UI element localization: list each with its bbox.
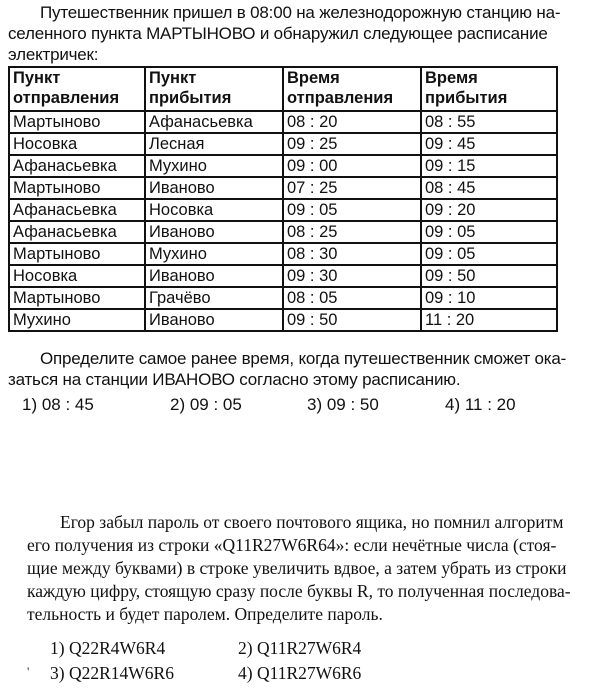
table-cell: Грачёво (145, 287, 283, 309)
table-cell: Мухино (145, 243, 283, 265)
table-cell: Мартыново (9, 243, 145, 265)
table-cell: 09 : 45 (421, 133, 557, 155)
table-cell: 09 : 15 (421, 155, 557, 177)
table-cell: 09 : 20 (421, 199, 557, 221)
table-cell: Афанасьевка (9, 155, 145, 177)
problem1-option-3[interactable]: 3) 09 : 50 (307, 395, 379, 414)
table-cell: 08 : 30 (283, 243, 421, 265)
problem1-intro-line-1: Путешественник пришел в 08:00 на железнодорожную станцию на- (40, 3, 561, 22)
table-cell: Мартыново (9, 177, 145, 199)
table-cell: Афанасьевка (9, 221, 145, 243)
table-cell: Носовка (9, 133, 145, 155)
problem2-text-line-3: щие между буквами) в строке увеличить вдвое, а затем убрать из строки (27, 558, 567, 578)
table-cell: 09 : 00 (283, 155, 421, 177)
table-row (9, 111, 557, 133)
problem2-option-1[interactable]: 1) Q22R4W6R4 (50, 638, 166, 658)
table-cell: 08 : 20 (283, 111, 421, 133)
problem2-option-4[interactable]: 4) Q11R27W6R6 (238, 663, 362, 683)
problem1-intro-line-3: электричек: (8, 45, 99, 64)
problem2-text-line-2: его получения из строки «Q11R27W6R64»: если нечётные числа (стоя- (27, 535, 557, 555)
table-cell: Иваново (145, 265, 283, 287)
table-cell: Мухино (9, 309, 145, 331)
table-row (9, 309, 557, 331)
table-cell: 09 : 25 (283, 133, 421, 155)
problem2-option-3[interactable]: 3) Q22R14W6R6 (50, 663, 174, 683)
table-cell: Афанасьевка (145, 111, 283, 133)
table-row (9, 133, 557, 155)
header-departure-time: Время отправления (283, 67, 421, 111)
table-cell: Носовка (145, 199, 283, 221)
table-cell: Мухино (145, 155, 283, 177)
problem1-option-1[interactable]: 1) 08 : 45 (22, 395, 94, 414)
table-row (9, 155, 557, 177)
table-cell: 09 : 05 (283, 199, 421, 221)
table-cell: 08 : 45 (421, 177, 557, 199)
table-cell: Афанасьевка (9, 199, 145, 221)
header-arrival-time: Время прибытия (421, 67, 557, 111)
table-cell: 08 : 55 (421, 111, 557, 133)
margin-mark: ' (27, 664, 30, 679)
table-row (9, 177, 557, 199)
table-cell: Носовка (9, 265, 145, 287)
table-cell: Лесная (145, 133, 283, 155)
table-cell: 09 : 30 (283, 265, 421, 287)
table-cell: 11 : 20 (421, 309, 557, 331)
table-cell: Иваново (145, 309, 283, 331)
header-departure-point: Пункт отправления (9, 67, 145, 111)
table-cell: 08 : 05 (283, 287, 421, 309)
table-cell: 09 : 05 (421, 243, 557, 265)
problem1-intro-line-2: селенного пункта МАРТЫНОВО и обнаружил следующее расписание (8, 24, 548, 43)
table-cell: 07 : 25 (283, 177, 421, 199)
header-arrival-point: Пункт прибытия (145, 67, 283, 111)
table-cell: Иваново (145, 177, 283, 199)
table-cell: 09 : 05 (421, 221, 557, 243)
table-cell: 09 : 50 (283, 309, 421, 331)
table-cell: 09 : 50 (421, 265, 557, 287)
table-cell: 09 : 10 (421, 287, 557, 309)
problem1-question-line-1: Определите самое ранее время, когда путешественник сможет ока- (40, 349, 567, 368)
table-row (9, 265, 557, 287)
problem2-text-line-4: каждую цифру, стоящую сразу после буквы R, то полученная последова- (27, 581, 571, 601)
table-cell: 08 : 25 (283, 221, 421, 243)
problem1-question-line-2: заться на станции ИВАНОВО согласно этому расписанию. (8, 370, 461, 389)
table-row (9, 287, 557, 309)
problem2-text-line-5: тельность и будет паролем. Определите пароль. (27, 604, 383, 624)
table-row (9, 221, 557, 243)
problem2-text-line-1: Егор забыл пароль от своего почтового ящика, но помнил алгоритм (60, 512, 564, 532)
problem1-option-4[interactable]: 4) 11 : 20 (445, 395, 516, 414)
schedule-table (8, 66, 558, 332)
table-header-row (9, 67, 557, 111)
table-cell: Мартыново (9, 111, 145, 133)
problem1-option-2[interactable]: 2) 09 : 05 (170, 395, 242, 414)
problem2-option-2[interactable]: 2) Q11R27W6R4 (238, 638, 362, 658)
table-cell: Мартыново (9, 287, 145, 309)
table-cell: Иваново (145, 221, 283, 243)
table-row (9, 243, 557, 265)
table-row (9, 199, 557, 221)
